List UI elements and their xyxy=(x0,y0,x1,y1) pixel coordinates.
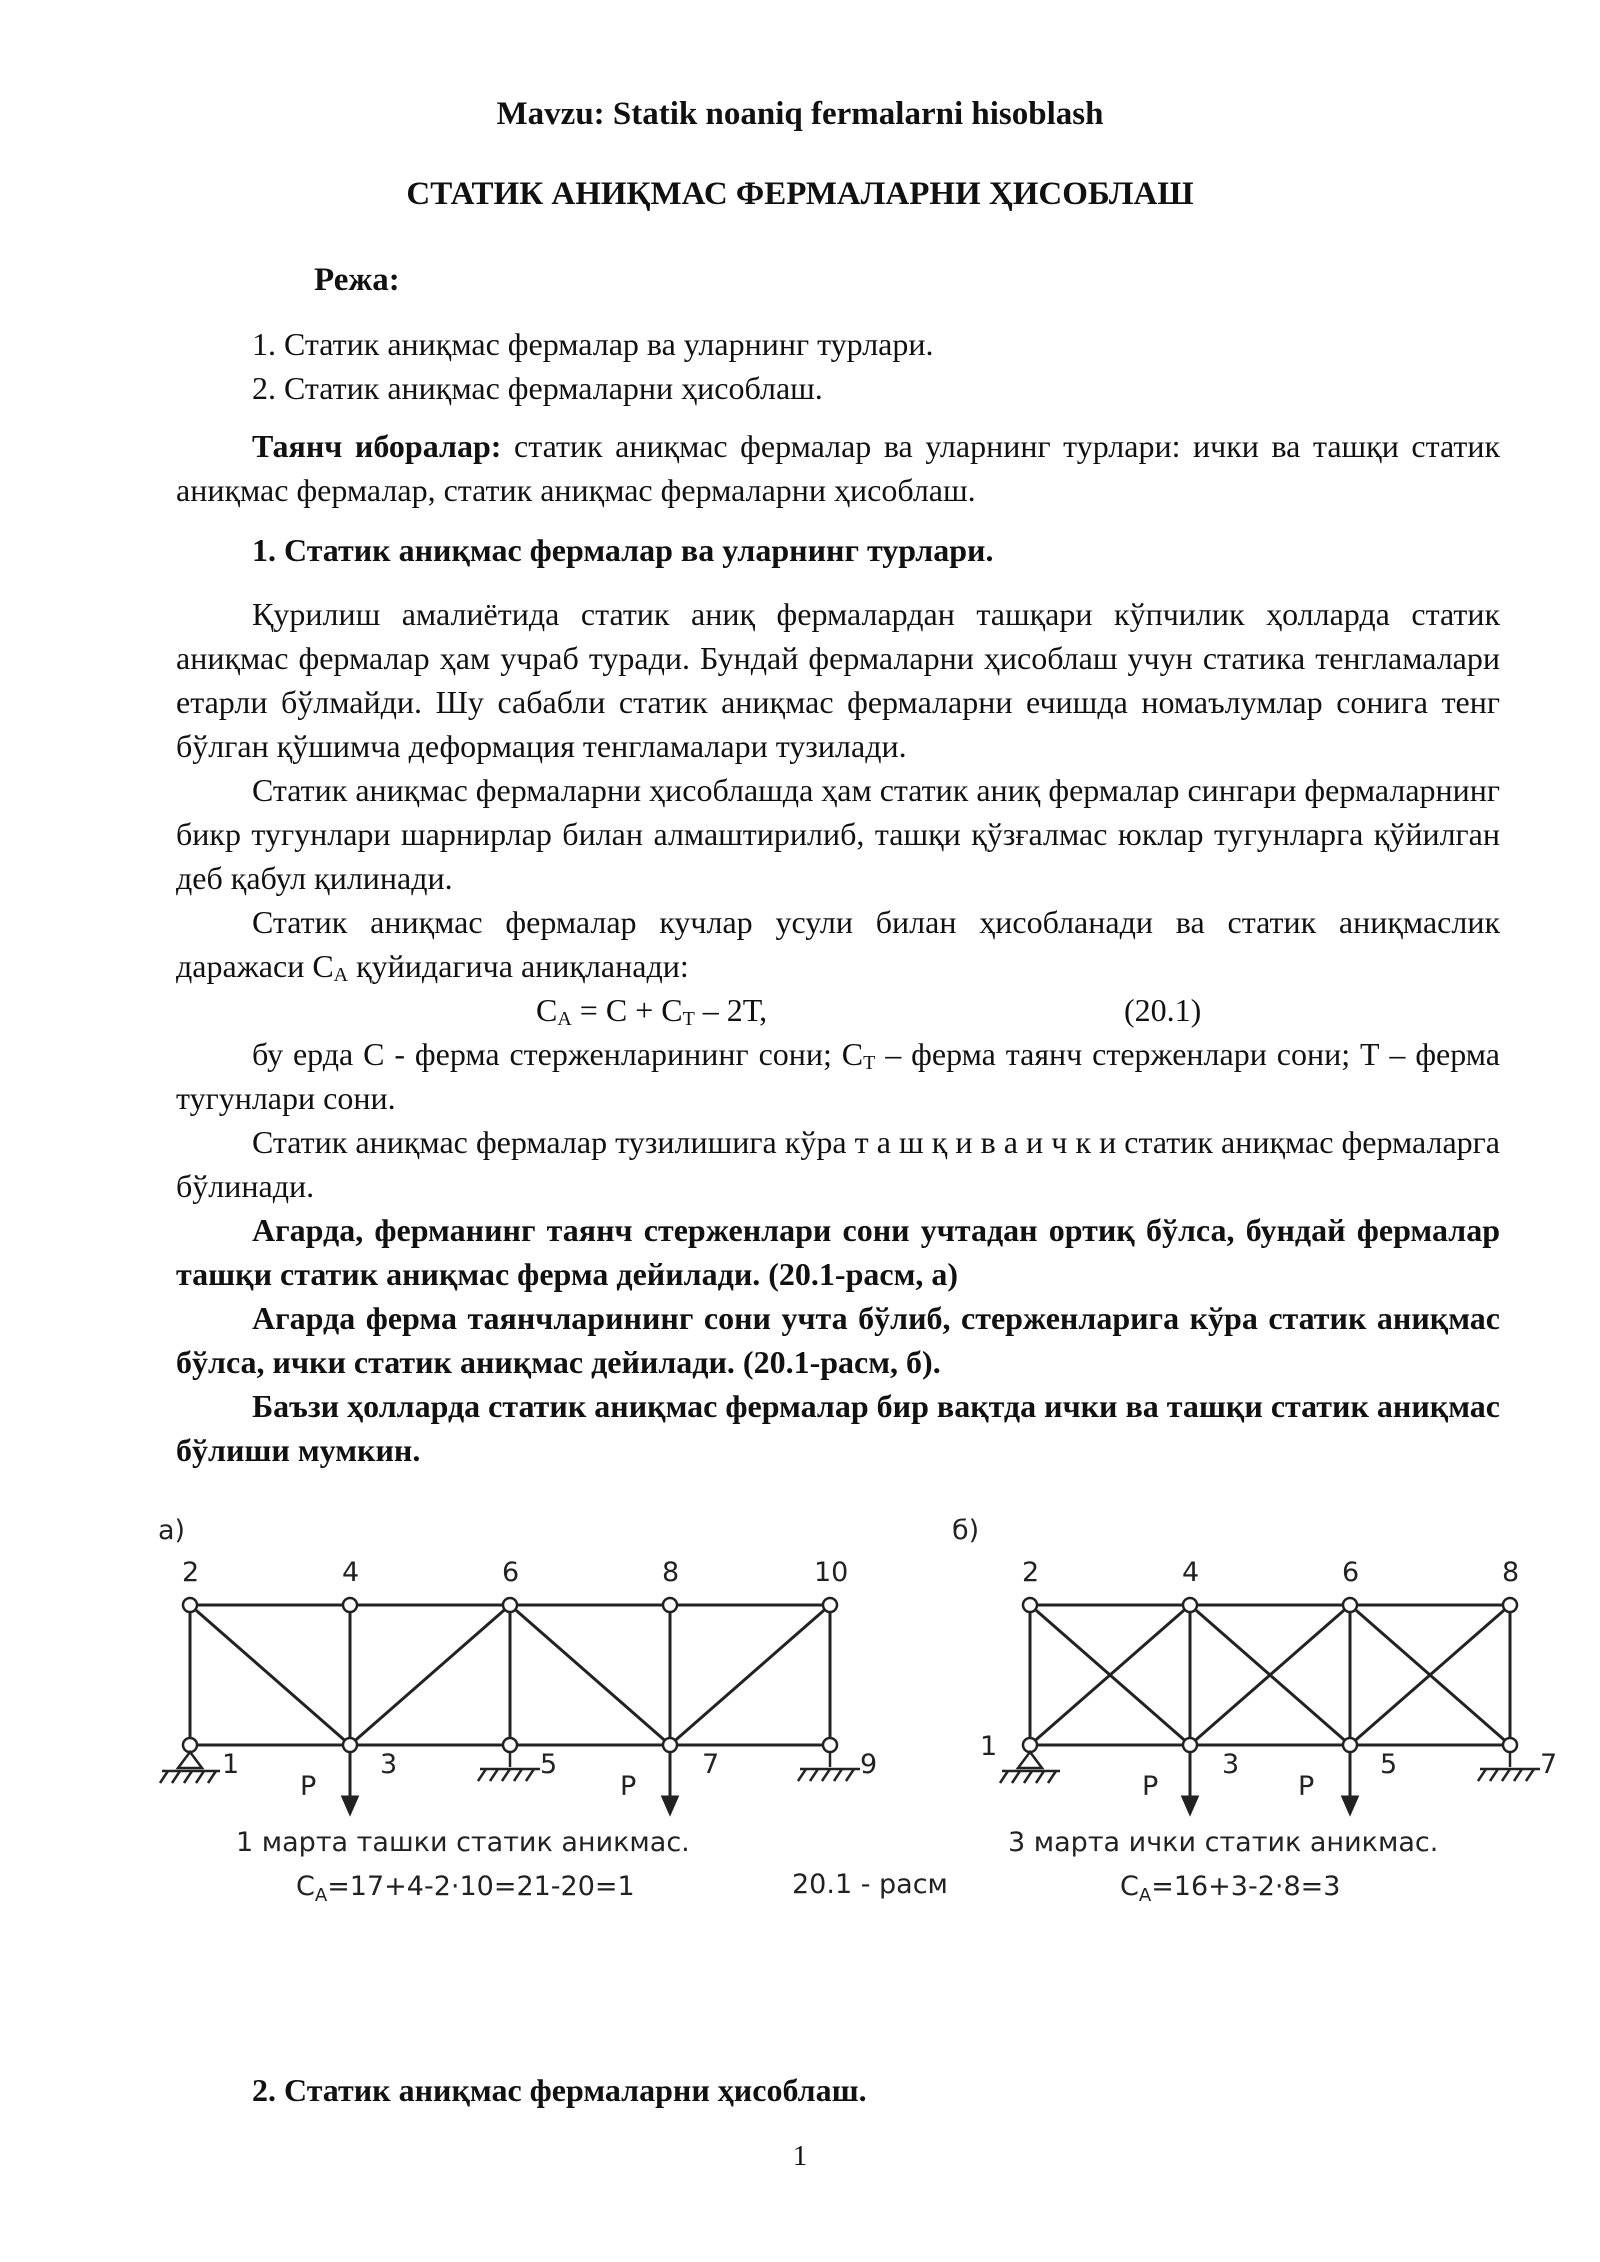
paragraph-5: Статик аниқмас фермалар тузилишига кўра т а ш қ и в а и ч к и статик аниқмас фермаларга бўлинади. xyxy=(176,1124,1500,1204)
node-label: 4 xyxy=(342,1557,360,1588)
paragraph-4: бу ерда С - ферма стерженларининг сони; $С_Т$ – ферма таянч стерженлари сони; Т – ферма тугунлари сони. xyxy=(176,1036,1501,1116)
page-number: 1 xyxy=(792,2140,808,2172)
node-label: 10 xyxy=(814,1557,849,1588)
node-label: 3 xyxy=(1222,1749,1240,1780)
keywords-label: Таянч иборалар: xyxy=(252,428,502,464)
node-label: 7 xyxy=(1540,1749,1558,1780)
truss-b xyxy=(1030,1605,1510,1745)
page-title-cyrillic: СТАТИК АНИҚМАС ФЕРМАЛАРНИ ҲИСОБЛАШ xyxy=(406,176,1194,212)
node-label: 6 xyxy=(502,1557,520,1588)
node-label: 5 xyxy=(540,1749,558,1780)
node-label: 4 xyxy=(1182,1557,1200,1588)
figure-caption-center: 20.1 - расм xyxy=(792,1869,948,1900)
paragraph-3-end: қуйидагича аниқланади: xyxy=(348,948,689,984)
paragraph-1: Қурилиш амалиётида статик аниқ фермалардан ташқари кўпчилик ҳолларда статик аниқмас фермалар ҳам учраб туради. Бундай фермаларни ҳисоблаш учун статика тенгламалари етарли бўлмайди. Шу сабабли статик аниқмас фермаларни ечишда номаълумлар сонига тенг бўлган қўшимча деформация тенгламалари тузилади. xyxy=(176,596,1500,764)
plan-item-1: 1. Статик аниқмас фермалар ва уларнинг турлари. xyxy=(252,326,934,362)
fig-b-caption-1: 3 марта ички статик аникмас. xyxy=(1008,1827,1439,1858)
paragraph-3 xyxy=(176,900,1500,988)
node-label: 1 xyxy=(980,1731,998,1762)
formula-line xyxy=(176,988,1500,1032)
node-label: 8 xyxy=(1502,1557,1520,1588)
load-arrows xyxy=(343,1752,1357,1813)
node-label: 7 xyxy=(702,1749,720,1780)
node-label: 5 xyxy=(1380,1749,1398,1780)
load-label: P xyxy=(1298,1771,1315,1802)
section1-heading-text: 1. Статик аниқмас фермалар ва уларнинг турлари. xyxy=(252,532,994,568)
node-label: 9 xyxy=(860,1749,878,1780)
paragraph-3-text: Статик аниқмас фермалар кучлар усули билан ҳисобланади ва статик аниқмаслик даражаси С xyxy=(176,904,1500,984)
load-label: P xyxy=(300,1771,317,1802)
load-label: P xyxy=(620,1771,637,1802)
section1-heading xyxy=(176,528,1500,572)
node-label: 2 xyxy=(1022,1557,1040,1588)
node-label: 6 xyxy=(1342,1557,1360,1588)
keywords-text: статик аниқмас фермалар ва уларнинг турлари: ички ва ташқи статик аниқмас фермалар, статик аниқмас фермаларни ҳисоблаш. xyxy=(176,428,1501,508)
fig-b-caption-2: $С_А=16+3-2\cdot 8=3$ xyxy=(1120,1871,1341,1905)
paragraph-6: Агарда, ферманинг таянч стерженлари сони учтадан ортиқ бўлса, бундай фермалар ташқи статик аниқмас ферма дейилади. (20.1-расм, а) xyxy=(176,1212,1500,1292)
plan-heading: Режа: xyxy=(314,262,400,298)
node-label: 2 xyxy=(182,1557,200,1588)
truss-a-supports xyxy=(160,1752,860,1783)
node-label: 1 xyxy=(222,1749,240,1780)
truss-b-supports xyxy=(1000,1752,1540,1783)
node-label: 3 xyxy=(380,1749,398,1780)
paragraph-7: Агарда ферма таянчларининг сони учта бўлиб, стерженларига кўра статик аниқмас бўлса, ички статик аниқмас дейилади. (20.1-расм, б). xyxy=(176,1300,1500,1380)
figure-20-1 xyxy=(140,1505,1560,1905)
fig-a-caption-2: $С_А=17+4-2\cdot 10=21-20=1$ xyxy=(296,1871,635,1905)
paragraph-2: Статик аниқмас фермаларни ҳисоблашда ҳам статик аниқ фермалар сингари фермаларнинг бикр тугунлари шарнирлар билан алмаштирилиб, ташқи қўзғалмас юклар тугунларга қўйилган деб қабул қилинади. xyxy=(176,772,1501,896)
page-title-latin: Mavzu: Statik noaniq fermalarni hisoblash xyxy=(496,96,1104,132)
formula-20-1: $С_А = С + С_Т - 2Т$, xyxy=(536,992,768,1030)
truss-a xyxy=(190,1605,830,1745)
keywords-paragraph xyxy=(176,424,1500,512)
node-label: 8 xyxy=(662,1557,680,1588)
section2-heading: 2. Статик аниқмас фермаларни ҳисоблаш. xyxy=(252,2072,867,2108)
fig-a-label: а) xyxy=(158,1515,186,1546)
plan-item-2: 2. Статик аниқмас фермаларни ҳисоблаш. xyxy=(252,370,823,406)
paragraph-3-sub: А xyxy=(333,964,349,986)
section1-body xyxy=(176,592,1500,1472)
formula-number: (20.1) xyxy=(1124,992,1202,1028)
load-label: P xyxy=(1142,1771,1159,1802)
paragraph-8: Баъзи ҳолларда статик аниқмас фермалар бир вақтда ички ва ташқи статик аниқмас бўлиши мумкин. xyxy=(176,1388,1500,1468)
fig-a-caption-1: 1 марта ташки статик аникмас. xyxy=(236,1827,690,1858)
fig-b-label: б) xyxy=(952,1515,980,1546)
